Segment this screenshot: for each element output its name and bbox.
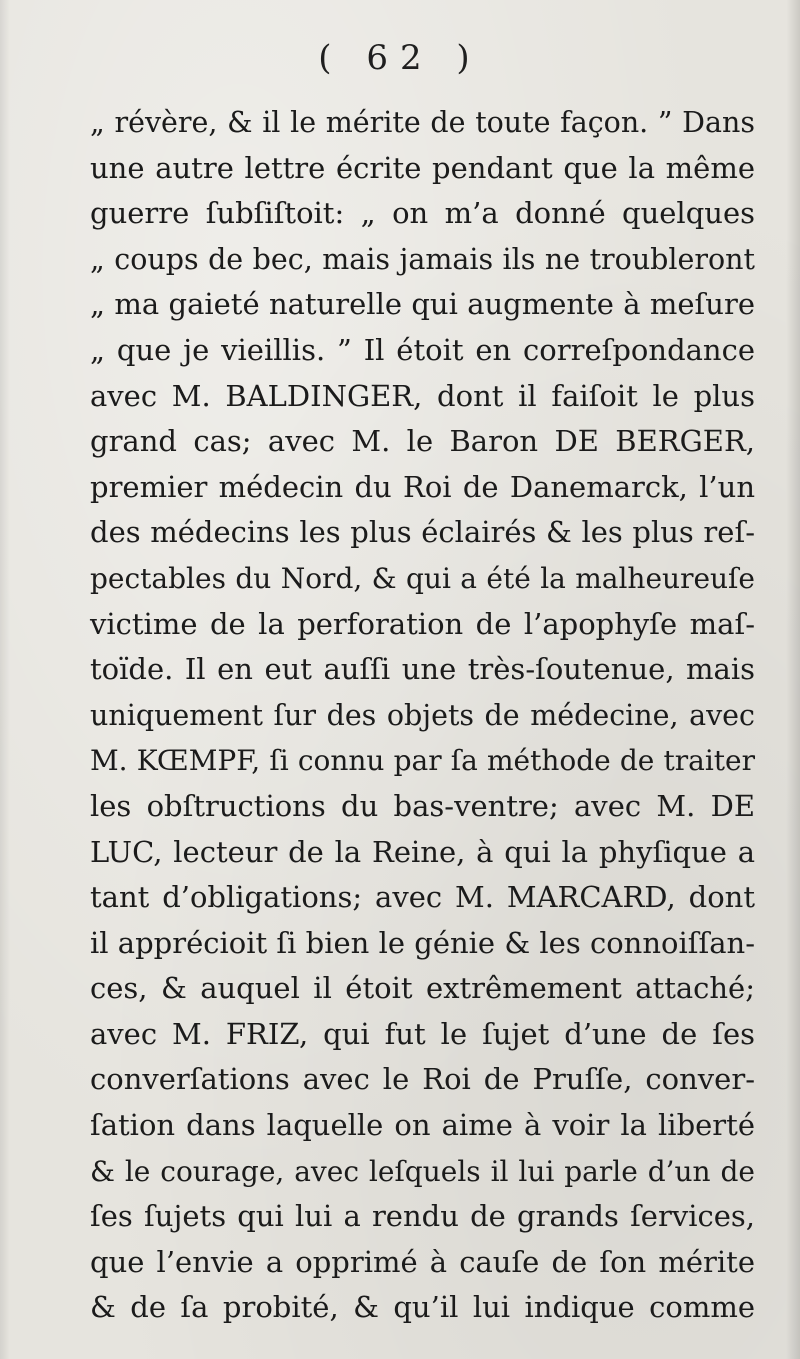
text-line: „ que je vieillis. ” Il étoit en correſpondance [90,332,755,367]
text-line: ſation dans laquelle on aime à voir la liberté [90,1108,755,1143]
text-line: pectables du Nord, & qui a été la malheureuſe [90,561,755,595]
text-line: avec M. BALDINGER, dont il faiſoit le plus [90,378,755,413]
text-line: il apprécioit ſi bien le génie & les connoiſſan- [90,925,755,960]
text-line: avec M. FRIZ, qui fut le ſujet d’une de ſes [90,1016,755,1051]
text-line: grand cas; avec M. le Baron DE BERGER, [90,424,755,459]
text-line: LUC, lecteur de la Reine, à qui la phyſique a [90,834,755,869]
text-line: ſes ſujets qui lui a rendu de grands ſervices, [90,1199,755,1234]
text-line: une autre lettre écrite pendant que la même [90,150,755,185]
text-line: les obſtructions du bas-ventre; avec M. DE [90,788,755,823]
body-text [90,100,755,1331]
page-right-shadow [786,0,800,1359]
text-line: victime de la perforation de l’apophyſe maſ- [90,606,755,641]
page-left-shadow [0,0,10,1359]
text-line: M. KŒMPF, ſi connu par ſa méthode de traiter [90,744,755,778]
text-line: que l’envie a opprimé à cauſe de ſon mérite [90,1244,755,1279]
page-number: ( 62 ) [318,38,482,78]
text-line: „ révère, & il le mérite de toute façon. ” Dans [90,106,755,139]
text-line: & de ſa probité, & qu’il lui indique comme [90,1290,755,1325]
text-line: tant d’obligations; avec M. MARCARD, dont [90,880,755,915]
text-line: converſations avec le Roi de Pruſſe, conver- [90,1062,755,1097]
text-line: & le courage, avec leſquels il lui parle d’un de [90,1154,755,1188]
text-line: premier médecin du Roi de Danemarck, l’un [90,469,755,504]
text-line: uniquement ſur des objets de médecine, avec [90,698,755,732]
text-line: des médecins les plus éclairés & les plus reſ- [90,515,755,550]
text-line: „ coups de bec, mais jamais ils ne troubleront [90,242,755,276]
text-line: „ ma gaieté naturelle qui augmente à meſure [90,287,755,322]
text-line: guerre ſubſiſtoit: „ on m’a donné quelques [90,196,755,231]
text-line: ces, & auquel il étoit extrêmement attaché; [90,971,755,1006]
text-line: toïde. Il en eut auſſi une très-ſoutenue, mais [90,652,755,687]
